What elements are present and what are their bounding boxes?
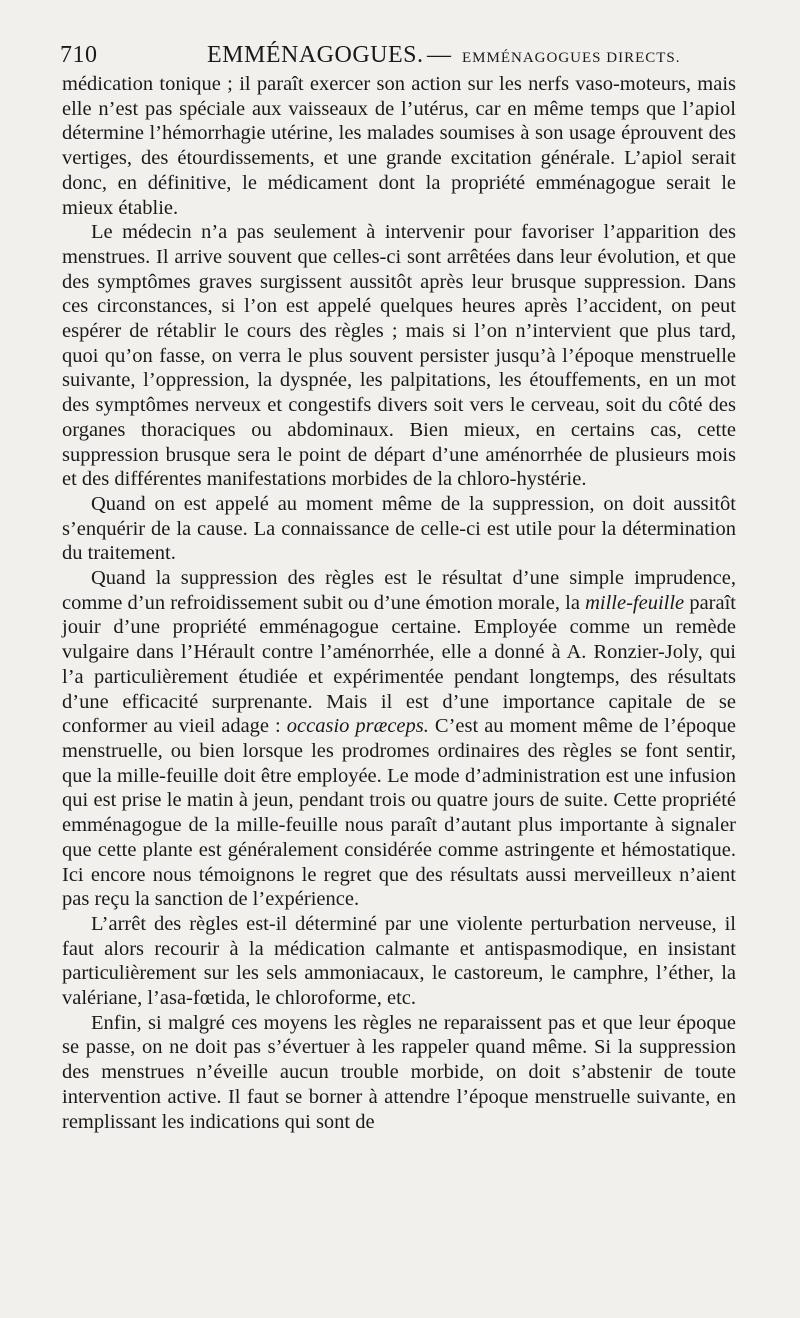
page-number: 710: [60, 42, 98, 68]
paragraph-4-italic-latin-adage: occasio præceps.: [286, 715, 429, 738]
paragraph-6: Enfin, si malgré ces moyens les règles ne reparaissent pas et que leur époque se passe, on ne doit pas s’évertuer à les rappeler quand même. Si la suppression des menstrues n’éveille aucun trouble morbide, on doit s’abstenir de toute intervention active. Il faut se borner à attendre l’époque menstruelle suivante, en remplissant les indications qui sont de: [62, 1011, 736, 1133]
paragraph-4-part-3: C’est au moment même de l’époque menstruelle, ou bien lorsque les prodromes ordinaires des règles se font sentir, que la mille-feuille doit être employée. Le mode d’administration est une infusion qui est prise le matin à jeun, pendant trois ou quatre jours de suite. Cette propriété emménagogue de la mille-feuille nous paraît d’autant plus importante à signaler que cette plante est généralement considérée comme astringente et hémostatique. Ici encore nous témoignons le regret que des résultats aussi merveilleux n’aient pas reçu la sanction de l’expérience.: [62, 715, 737, 911]
body-text: [62, 72, 736, 1134]
paragraph-1: médication tonique ; il paraît exercer son action sur les nerfs vaso-moteurs, mais elle n’est pas spéciale aux vaisseaux de l’utérus, car en même temps que l’apiol détermine l’hémorrhagie utérine, les malades soumises à son usage éprouvent des vertiges, des étourdissements, et une grande excitation générale. L’apiol serait donc, en définitive, le médicament dont la propriété emménagogue serait le mieux établie.: [62, 73, 736, 219]
paragraph-4-italic-mille-feuille: mille-feuille: [585, 591, 685, 614]
paragraph-4: [62, 566, 736, 912]
paragraph-4-part-1: Quand la suppression des règles est le résultat d’une simple imprudence, comme d’un refroidissement subit ou d’une émotion morale, la: [62, 567, 736, 614]
paragraph-5: L’arrêt des règles est-il déterminé par une violente perturbation nerveuse, il faut alors recourir à la médication calmante et antispasmodique, en insistant particulièrement sur les sels ammoniacaux, le castoreum, le camphre, l’éther, la valériane, l’asa-fœtida, le chloroforme, etc.: [62, 912, 736, 1010]
paragraph-4-part-2: paraît jouir d’une propriété emménagogue certaine. Employée comme un remède vulgaire dans l’Hérault contre l’aménorrhée, elle a donné à A. Ronzier-Joly, qui l’a particulièrement étudiée et expérimentée pendant longtemps, des résultats d’une efficacité surprenante. Mais il est d’une importance capitale de se conformer au vieil adage :: [62, 591, 736, 738]
paragraph-2: Le médecin n’a pas seulement à intervenir pour favoriser l’apparition des menstrues. Il arrive souvent que celles-ci sont arrêtées dans leur évolution, et que des symptômes graves surgissent aussitôt après leur brusque suppression. Dans ces circonstances, si l’on est appelé quelques heures après l’accident, on peut espérer de rétablir le cours des règles ; mais si l’on n’intervient que plus tard, quoi qu’on fasse, on verra le plus souvent persister jusqu’à l’époque menstruelle suivante, l’oppression, la dyspnée, les palpitations, les étouffements, en un mot des symptômes nerveux et congestifs divers soit vers le cerveau, soit du côté des organes thoraciques ou abdominaux. Bien mieux, en certains cas, cette suppression brusque sera le point de départ d’une aménorrhée de plusieurs mois et des différentes manifestations morbides de la chloro-hystérie.: [62, 221, 736, 491]
running-title: EMMÉNAGOGUES.: [207, 42, 424, 68]
running-subtitle: EMMÉNAGOGUES DIRECTS.: [462, 50, 681, 66]
running-head-dash: —: [427, 42, 451, 68]
paragraph-3: Quand on est appelé au moment même de la suppression, on doit aussitôt s’enquérir de la cause. La connaissance de celle-ci est utile pour la détermination du traitement.: [62, 492, 736, 565]
running-head: [60, 40, 740, 70]
